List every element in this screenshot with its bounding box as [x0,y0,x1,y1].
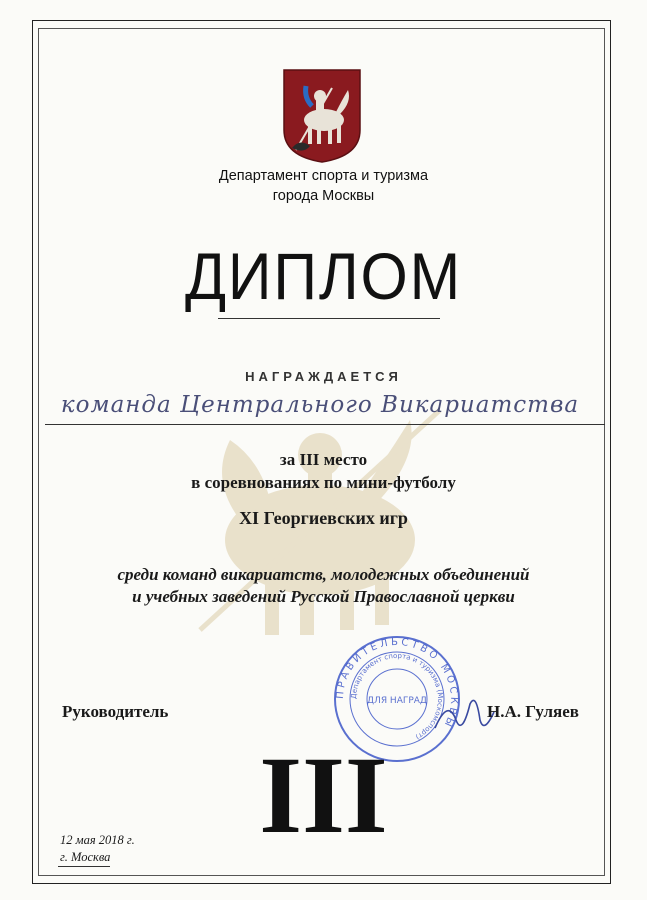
competition-line: в соревнованиях по мини-футболу [191,473,456,492]
place-numeral: III [259,734,388,856]
department-city: города Москвы [272,188,375,204]
title-underline [218,318,440,319]
issue-date: 12 мая 2018 г. [60,833,135,847]
recipient-handwritten: команда Центрального Викариатства [60,392,580,418]
diploma-title: ДИПЛОМ [184,239,463,313]
issue-city: г. Москва [60,850,111,864]
stamp-inner-text: Департамент спорта и туризма (Москомспорт) [349,651,445,742]
participants-line-2: и учебных заведений Русской Православной церкви [132,587,515,606]
stamp-center-text: ДЛЯ НАГРАД [367,696,427,706]
stamp-outer-text: ПРАВИТЕЛЬСТВО МОСКВЫ [334,636,460,731]
place-line: за III место [279,450,368,469]
participants-line-1: среди команд викариатств, молодежных объединений [117,565,530,584]
moscow-coat-of-arms-icon [282,68,362,164]
department-name: Департамент спорта и туризма [218,168,429,184]
games-line: XI Георгиевских игр [239,508,408,528]
signer-name: Н.А. Гуляев [487,702,579,721]
awarded-label: НАГРАЖДАЕТСЯ [245,369,402,384]
city-underline [58,866,110,867]
recipient-underline [45,424,605,425]
signer-role: Руководитель [62,702,169,721]
